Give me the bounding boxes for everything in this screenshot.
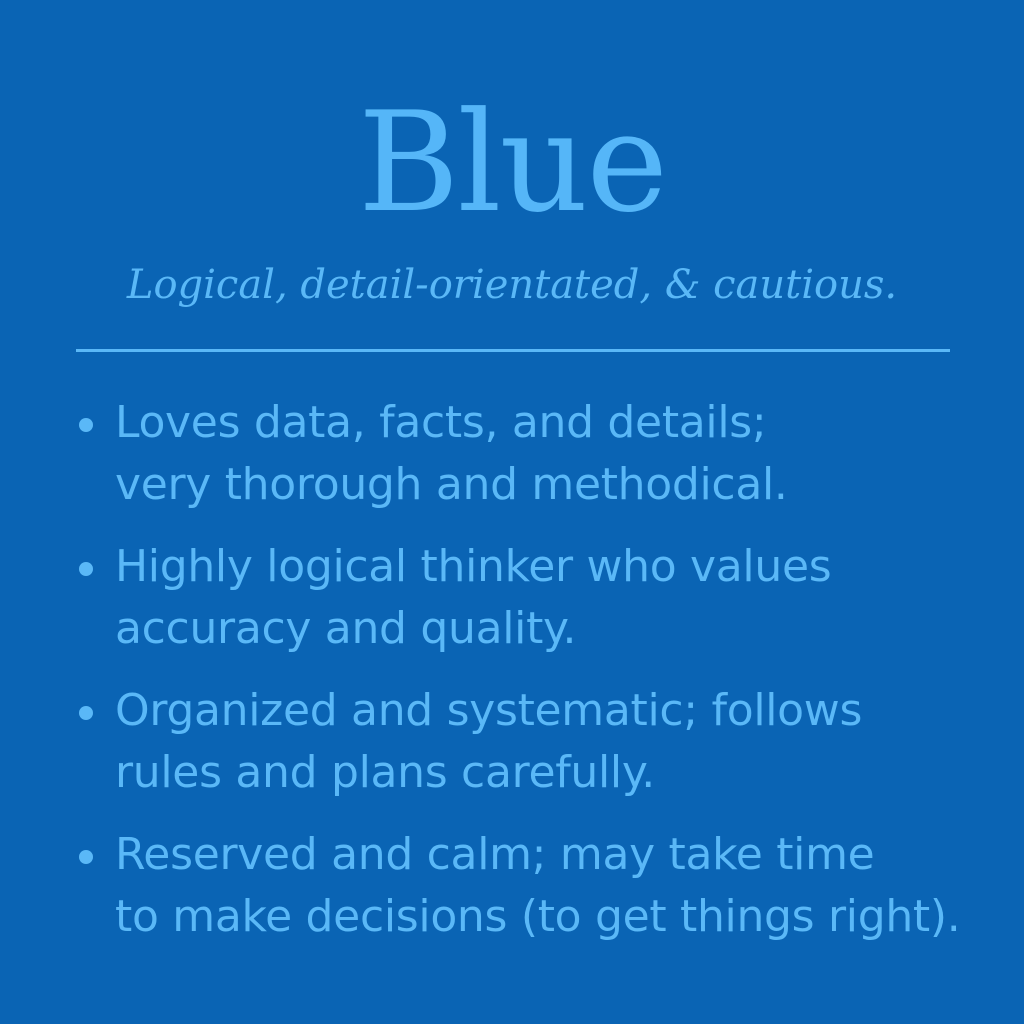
list-item [0, 536, 1024, 680]
subtitle: Logical, detail-orientated, & cautious. [126, 262, 898, 308]
bullet-icon [79, 850, 93, 864]
trait-line: to make decisions (to get things right). [115, 891, 961, 942]
trait-text [115, 392, 995, 516]
trait-line: accuracy and quality. [115, 603, 577, 654]
trait-line: Loves data, facts, and details; [115, 397, 767, 448]
trait-line: rules and plans carefully. [115, 747, 655, 798]
list-item [0, 392, 1024, 536]
trait-line: Organized and systematic; follows [115, 685, 863, 736]
trait-text [115, 536, 995, 660]
trait-line: Reserved and calm; may take time [115, 829, 875, 880]
bullet-icon [79, 418, 93, 432]
page-title: Blue [357, 82, 667, 243]
bullet-icon [79, 562, 93, 576]
trait-list [0, 392, 1024, 968]
trait-text [115, 824, 995, 948]
divider [76, 349, 950, 352]
list-item [0, 824, 1024, 968]
trait-line: Highly logical thinker who values [115, 541, 832, 592]
list-item [0, 680, 1024, 824]
trait-line: very thorough and methodical. [115, 459, 788, 510]
trait-text [115, 680, 995, 804]
bullet-icon [79, 706, 93, 720]
